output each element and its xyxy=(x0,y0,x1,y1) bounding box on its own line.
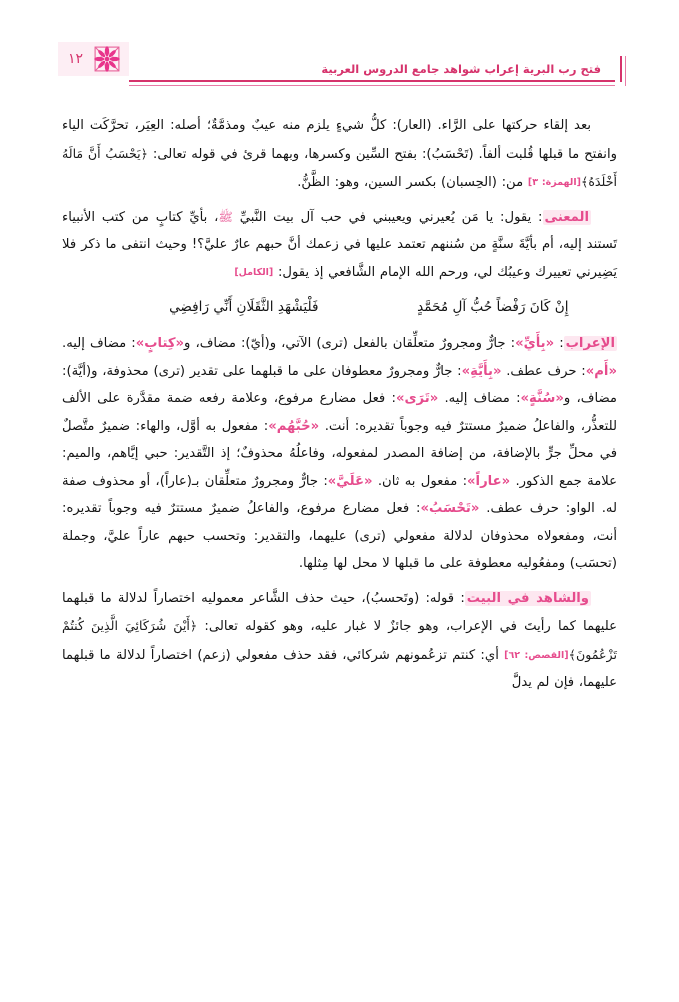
page-header xyxy=(58,42,621,100)
page-number: ١٢ xyxy=(68,51,84,67)
document-page xyxy=(0,42,679,1002)
irab-seg-10: : مضاف إليه. xyxy=(438,391,521,406)
shahid-label: والشاهد في البيت xyxy=(466,590,589,606)
irab-label: الإعراب xyxy=(565,336,615,351)
irab-term-hubbahum: «حُبَّهُم» xyxy=(268,418,320,434)
irab-term-alayya: «عَلَيَّ» xyxy=(327,473,373,489)
irab-seg-4: : مضاف إليه. xyxy=(62,336,136,351)
paragraph-irab xyxy=(62,330,617,578)
irab-seg-16: : مفعول به ثان. xyxy=(372,473,468,489)
paragraph-shahid xyxy=(62,585,617,697)
header-rule-container xyxy=(129,42,615,88)
shahid-text-a: : قوله: (وتَحسبُ)، حيث حذف الشَّاعر معموليه اختصاراً لدلالة ما قبلهما عليهما كما رأيتَ في الإعراب، وهو جائزٌ لا غبار عليه، وهو كقوله تعالى: xyxy=(62,590,617,634)
irab-seg-12: : فعل مضارع مرفوع، وعلامة رفعه ضمة مقدَّرة على الألف للتعذُّر، والفاعلُ ضميرٌ مستترٌ فيه وجوباً تقديره: أنت. xyxy=(62,391,617,434)
irab-term-sunnatin: «سُنَّةٍ» xyxy=(520,391,564,406)
irab-seg-6: : حرف عطف. xyxy=(501,363,586,379)
irab-term-bi-ayyi: «بِأَيِّ» xyxy=(515,336,555,351)
hemistich-second: فَلْيَشْهَدِ الثَّقَلَانِ أَنِّي رَافِضِي xyxy=(169,299,319,315)
irab-seg-0: : xyxy=(554,336,564,351)
salla-allahu-alayhi-wasallam-icon: ﷺ xyxy=(218,209,233,224)
header-rule-cap-inner xyxy=(625,56,626,86)
paragraph-meaning xyxy=(62,204,617,287)
section-spacer xyxy=(62,197,617,204)
irab-term-tara: «تَرَى» xyxy=(395,391,439,406)
irab-term-kitabin: «كِتابٍ» xyxy=(135,336,185,351)
irab-seg-2: : جارٌّ ومجرورٌ متعلِّقان بالفعل (ترى) الآتي، و(أيّ): مضاف، و xyxy=(184,336,516,351)
section-spacer xyxy=(62,578,617,585)
irab-seg-18: : جارٌّ ومجرورٌ متعلِّقان بـ(عاراً)، أو محذوف صفة له. الواو: حرف عطف. xyxy=(62,473,617,516)
poetic-meter-label: [الكامل] xyxy=(234,266,274,278)
meaning-text-a: : يقول: يا مَن يُعيرني ويعيبني في حب آل بيت النَّبيِّ xyxy=(232,209,543,225)
eight-point-flower-ornament-icon xyxy=(93,45,121,73)
page-number-badge xyxy=(58,42,129,76)
irab-term-tahsabu: «تَحْسَبُ» xyxy=(420,501,480,516)
header-rule-cap-outer xyxy=(620,56,622,82)
irab-term-aaran: «عاراً» xyxy=(467,473,511,489)
irab-term-am: «أَم» xyxy=(585,363,617,379)
hemistich-first: إِنْ كَانَ رَفْضاً حُبُّ آلِ مُحَمَّدٍ xyxy=(417,299,569,315)
quran-quote-al-humazah: ﴿يَحْسَبُ أَنَّ مَالَهُ أَخْلَدَهُ﴾ xyxy=(62,145,617,189)
irab-seg-20: : فعل مضارع مرفوع، والفاعلُ ضميرٌ مستترٌ فيه وجوباً تقديره: أنت، ومفعولاه محذوفان لدلالة مفعولي (ترى) عليهما، والتقدير: وتحسب حبهم عاراً عليَّ، وجملة (تحسَب) ومفعُوليه معطوفة على ما قبلها لا محل لها مِثلها. xyxy=(62,501,617,571)
meaning-text-b: ، بأيِّ كتابٍ من كتب الأنبياء تَستند إليه، أم بأيَّةَ سنَّةٍ من سُننهم تعتمد عليها في زعمك أنَّ حبهم عارٌ عليَّ؟! وحيث انتفى ما ذكر فلا يَضِيرني تعييرك وعيبُك لي، ورحم الله الإمام الشَّافعي إذ يقول: xyxy=(62,209,617,280)
paragraph-lexical-notes xyxy=(62,112,617,197)
verse-line xyxy=(62,292,617,322)
shahid-text-b: أي: كنتم تزعُمونهم شركائي، فقد حذف مفعولي (زعم) اختصاراً لدلالة ما قبلهما عليهما، فإن لم يدلَّ xyxy=(62,647,617,690)
irab-seg-14: : مفعول به أوَّل، والهاء: ضميرٌ متَّصلٌ في محلِّ جرٍّ بالإضافة، من إضافة المصدر لمفعوله، وفاعلُهُ محذوفٌ؛ إذ التَّقدير: حبي إيَّاهم، والميم: علامة جمع الذكور. xyxy=(62,418,618,489)
quran-reference-al-humazah: [الهمزة: ٣] xyxy=(527,177,581,188)
page-content xyxy=(62,112,617,697)
quran-quote-al-qasas: ﴿أَيْنَ شُرَكَائِيَ الَّذِينَ كُنتُمْ تَزْعُمُونَ﴾ xyxy=(62,618,617,662)
quran-reference-al-qasas: [القصص: ٦٢] xyxy=(504,649,569,661)
header-rule-outer xyxy=(129,80,615,82)
poetry-verse xyxy=(62,292,617,322)
irab-term-bi-ayyati: «بِأَيَّةِ» xyxy=(461,363,502,379)
irab-seg-8: : جارٌّ ومجرورٌ معطوفان على ما قبلهما على تقدير (ترى) محذوفة، و(أيَّة): مضاف، و xyxy=(62,363,617,406)
meaning-label: المعنى xyxy=(544,209,589,225)
book-title: فتح رب البرية إعراب شواهد جامع الدروس العربية xyxy=(321,62,601,76)
paragraph-1-tail: من: (الحِسبان) بكسر السين، وهو: الظَّنُّ. xyxy=(297,175,528,190)
paragraph-1-text: بعد إلقاء حركتها على الرَّاء. (العار): كلُّ شيءٍ يلزم منه عيبٌ ومذمَّةٌ؛ أصله: العِيَر، تحرَّكَت الياء وانفتح ما قبلها قُلبت ألفاً. (تَحْسَبُ): بفتح السِّين وكسرها، وبهما قرئ في قوله تعالى: xyxy=(62,118,617,162)
header-rule-inner xyxy=(129,85,615,86)
